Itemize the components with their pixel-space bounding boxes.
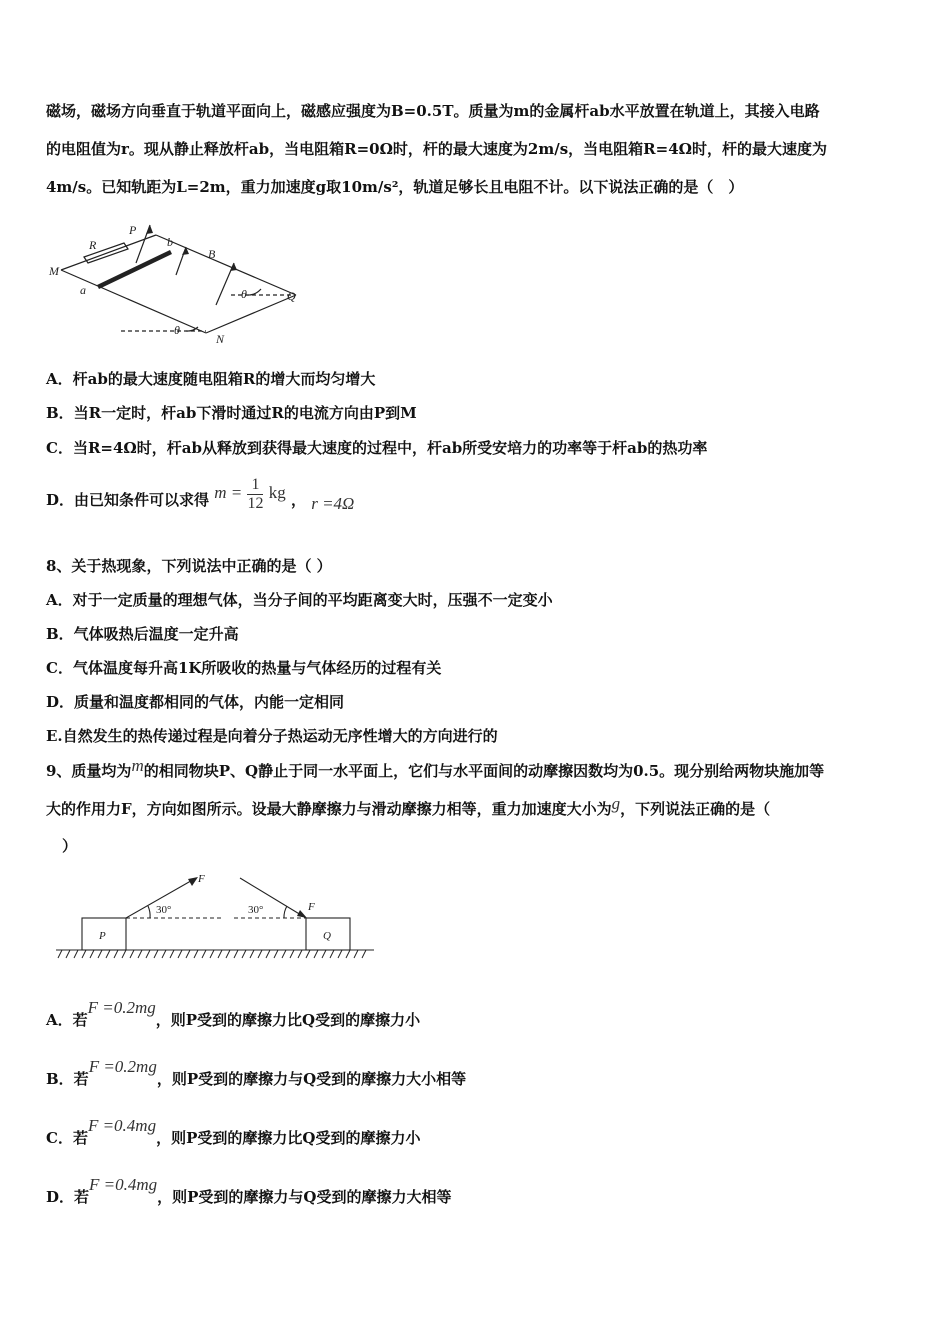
label-theta-bottom: θ xyxy=(174,323,180,337)
q7-option-c: C．当R=4Ω时，杆ab从释放到获得最大速度的过程中，杆ab所受安培力的功率等于杆ab的热功率 xyxy=(46,439,708,457)
fraction-numerator: 1 xyxy=(247,476,263,495)
label-b: b xyxy=(167,235,173,249)
q7-stem-line-1: 磁场，磁场方向垂直于轨道平面向上，磁感应强度为B=0.5T。质量为m的金属杆ab水平放置在轨道上，其接入电路 xyxy=(46,102,820,120)
q7-option-d-unit: kg xyxy=(268,483,286,502)
q9-stem-line-3: ） xyxy=(62,837,78,855)
label-a: a xyxy=(80,283,86,297)
q7-option-d xyxy=(46,474,354,525)
q7-option-b: B．当R一定时，杆ab下滑时通过R的电流方向由P到M xyxy=(46,404,417,422)
q7-option-d-m: m = xyxy=(214,483,243,502)
q9-option-a xyxy=(46,1000,420,1040)
q8-option-e: E.自然发生的热传递过程是向着分子热运动无序性增大的方向进行的 xyxy=(46,727,498,745)
q7-stem-line-3: 4m/s。已知轨距为L=2m，重力加速度g取10m/s²，轨道足够长且电阻不计。以下说法正确的是（ ） xyxy=(46,178,744,196)
q9-option-c xyxy=(46,1118,420,1158)
q9-stem-line2-pre: 大的作用力F，方向如图所示。设最大静摩擦力与滑动摩擦力相等，重力加速度大小为 xyxy=(46,800,612,818)
label-R: R xyxy=(89,238,97,252)
q9-option-b-prefix: B．若 xyxy=(46,1070,89,1088)
q9-stem-pre: 9、质量均为 xyxy=(46,762,132,780)
q7-stem-line-2: 的电阻值为r。现从静止释放杆ab，当电阻箱R=0Ω时，杆的最大速度为2m/s，当电阻箱R=4Ω时，杆的最大速度为 xyxy=(46,140,827,158)
q8-option-b: B．气体吸热后温度一定升高 xyxy=(46,625,239,643)
label-Q: Q xyxy=(323,930,331,942)
label-M: M xyxy=(49,264,59,278)
q9-option-c-prefix: C．若 xyxy=(46,1129,88,1147)
q9-option-d-prefix: D．若 xyxy=(46,1188,90,1206)
label-B: B xyxy=(208,247,216,261)
q8-option-c: C．气体温度每升高1K所吸收的热量与气体经历的过程有关 xyxy=(46,659,442,677)
label-F-left: F xyxy=(198,873,205,885)
q9-stem-m: m xyxy=(131,756,144,775)
q9-option-c-text: ，则P受到的摩擦力比Q受到的摩擦力小 xyxy=(156,1129,421,1147)
q9-stem-g: g xyxy=(611,794,621,813)
label-P: P xyxy=(129,223,137,237)
q9-stem-line-1 xyxy=(46,756,825,781)
q9-stem-post: 的相同物块P、Q静止于同一水平面上，它们与水平面间的动摩擦因数均为0.5。现分别给两物块施加等 xyxy=(143,762,825,780)
label-theta-top: θ xyxy=(241,287,247,301)
q7-option-d-fraction xyxy=(247,476,263,513)
q9-option-d-formula: F =0.4mg xyxy=(89,1175,158,1194)
q9-option-d-text: ，则P受到的摩擦力与Q受到的摩擦力大相等 xyxy=(157,1188,452,1206)
label-N: N xyxy=(216,332,225,346)
q7-option-d-sep: ， xyxy=(290,491,306,509)
fraction-denominator: 12 xyxy=(247,494,264,512)
q9-option-a-formula: F =0.2mg xyxy=(87,998,156,1017)
q9-option-b-formula: F =0.2mg xyxy=(88,1057,157,1076)
q7-option-d-r: r =4Ω xyxy=(311,494,355,513)
q7-incline-rails-figure xyxy=(46,215,316,350)
q9-option-a-prefix: A．若 xyxy=(46,1011,88,1029)
label-P: P xyxy=(99,930,106,942)
label-F-right: F xyxy=(308,901,315,913)
label-angle-right: 30° xyxy=(248,904,264,916)
q9-option-a-text: ，则P受到的摩擦力比Q受到的摩擦力小 xyxy=(155,1011,421,1029)
q8-option-a: A．对于一定质量的理想气体，当分子间的平均距离变大时，压强不一定变小 xyxy=(46,591,553,609)
label-angle-left: 30° xyxy=(156,904,172,916)
q9-blocks-figure xyxy=(52,868,382,968)
q7-option-d-prefix: D．由已知条件可以求得 xyxy=(46,491,210,509)
q9-stem-line-2 xyxy=(46,794,771,819)
q8-option-d: D．质量和温度都相同的气体，内能一定相同 xyxy=(46,693,345,711)
q9-stem-line2-post: ，下列说法正确的是（ xyxy=(620,800,771,818)
q8-stem: 8、关于热现象，下列说法中正确的是（ ） xyxy=(46,557,332,575)
q9-option-c-formula: F =0.4mg xyxy=(87,1116,157,1135)
q9-option-d xyxy=(46,1177,452,1217)
q9-option-b-text: ，则P受到的摩擦力与Q受到的摩擦力大小相等 xyxy=(156,1070,467,1088)
q9-option-b xyxy=(46,1059,466,1099)
label-Q: Q xyxy=(287,289,296,303)
q7-option-a: A．杆ab的最大速度随电阻箱R的增大而均匀增大 xyxy=(46,370,376,388)
